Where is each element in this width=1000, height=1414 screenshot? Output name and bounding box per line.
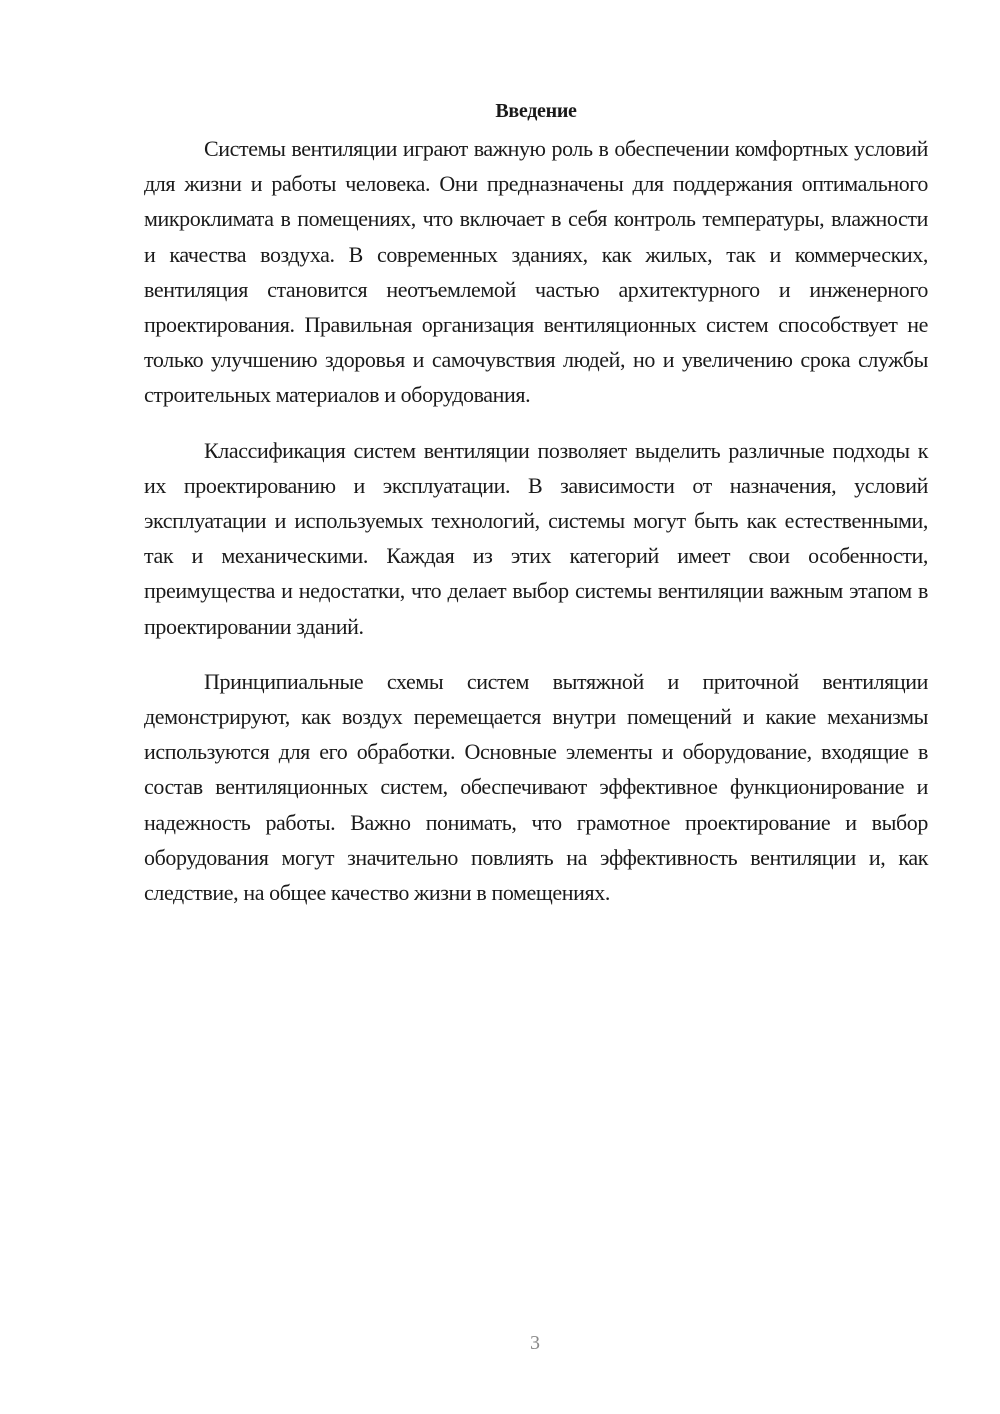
paragraph-1: Системы вентиляции играют важную роль в обеспечении комфортных условий для жизни и работы человека. Они предназначены для поддержания оптимального микроклимата в помещениях, что включает в себя контроль температуры, влажности и качества воздуха. В современных зданиях, как жилых, так и коммерческих, вентиляция становится неотъемлемой частью архитектурного и инженерного проектирования. Правильная организация вентиляционных систем способствует не только улучшению здоровья и самочувствия людей, но и увеличению срока службы строительных материалов и оборудования. [144,136,928,408]
section-title: Введение [495,100,577,122]
paragraph-2: Классификация систем вентиляции позволяет выделить различные подходы к их проектированию и эксплуатации. В зависимости от назначения, условий эксплуатации и используемых технологий, системы могут быть как естественными, так и механическими. Каждая из этих категорий имеет свои особенности, преимущества и недостатки, что делает выбор системы вентиляции важным этапом в проектировании зданий. [144,437,928,639]
paragraph-3: Принципиальные схемы систем вытяжной и приточной вентиляции демонстрируют, как воздух перемещается внутри помещений и какие механизмы используются для его обработки. Основные элементы и оборудование, входящие в состав вентиляционных систем, обеспечивают эффективное функционирование и надежность работы. Важно понимать, что грамотное проектирование и выбор оборудования могут значительно повлиять на эффективность вентиляции и, как следствие, на общее качество жизни в помещениях. [144,668,928,906]
page-content [144,93,928,910]
page-number: 3 [530,1332,540,1354]
